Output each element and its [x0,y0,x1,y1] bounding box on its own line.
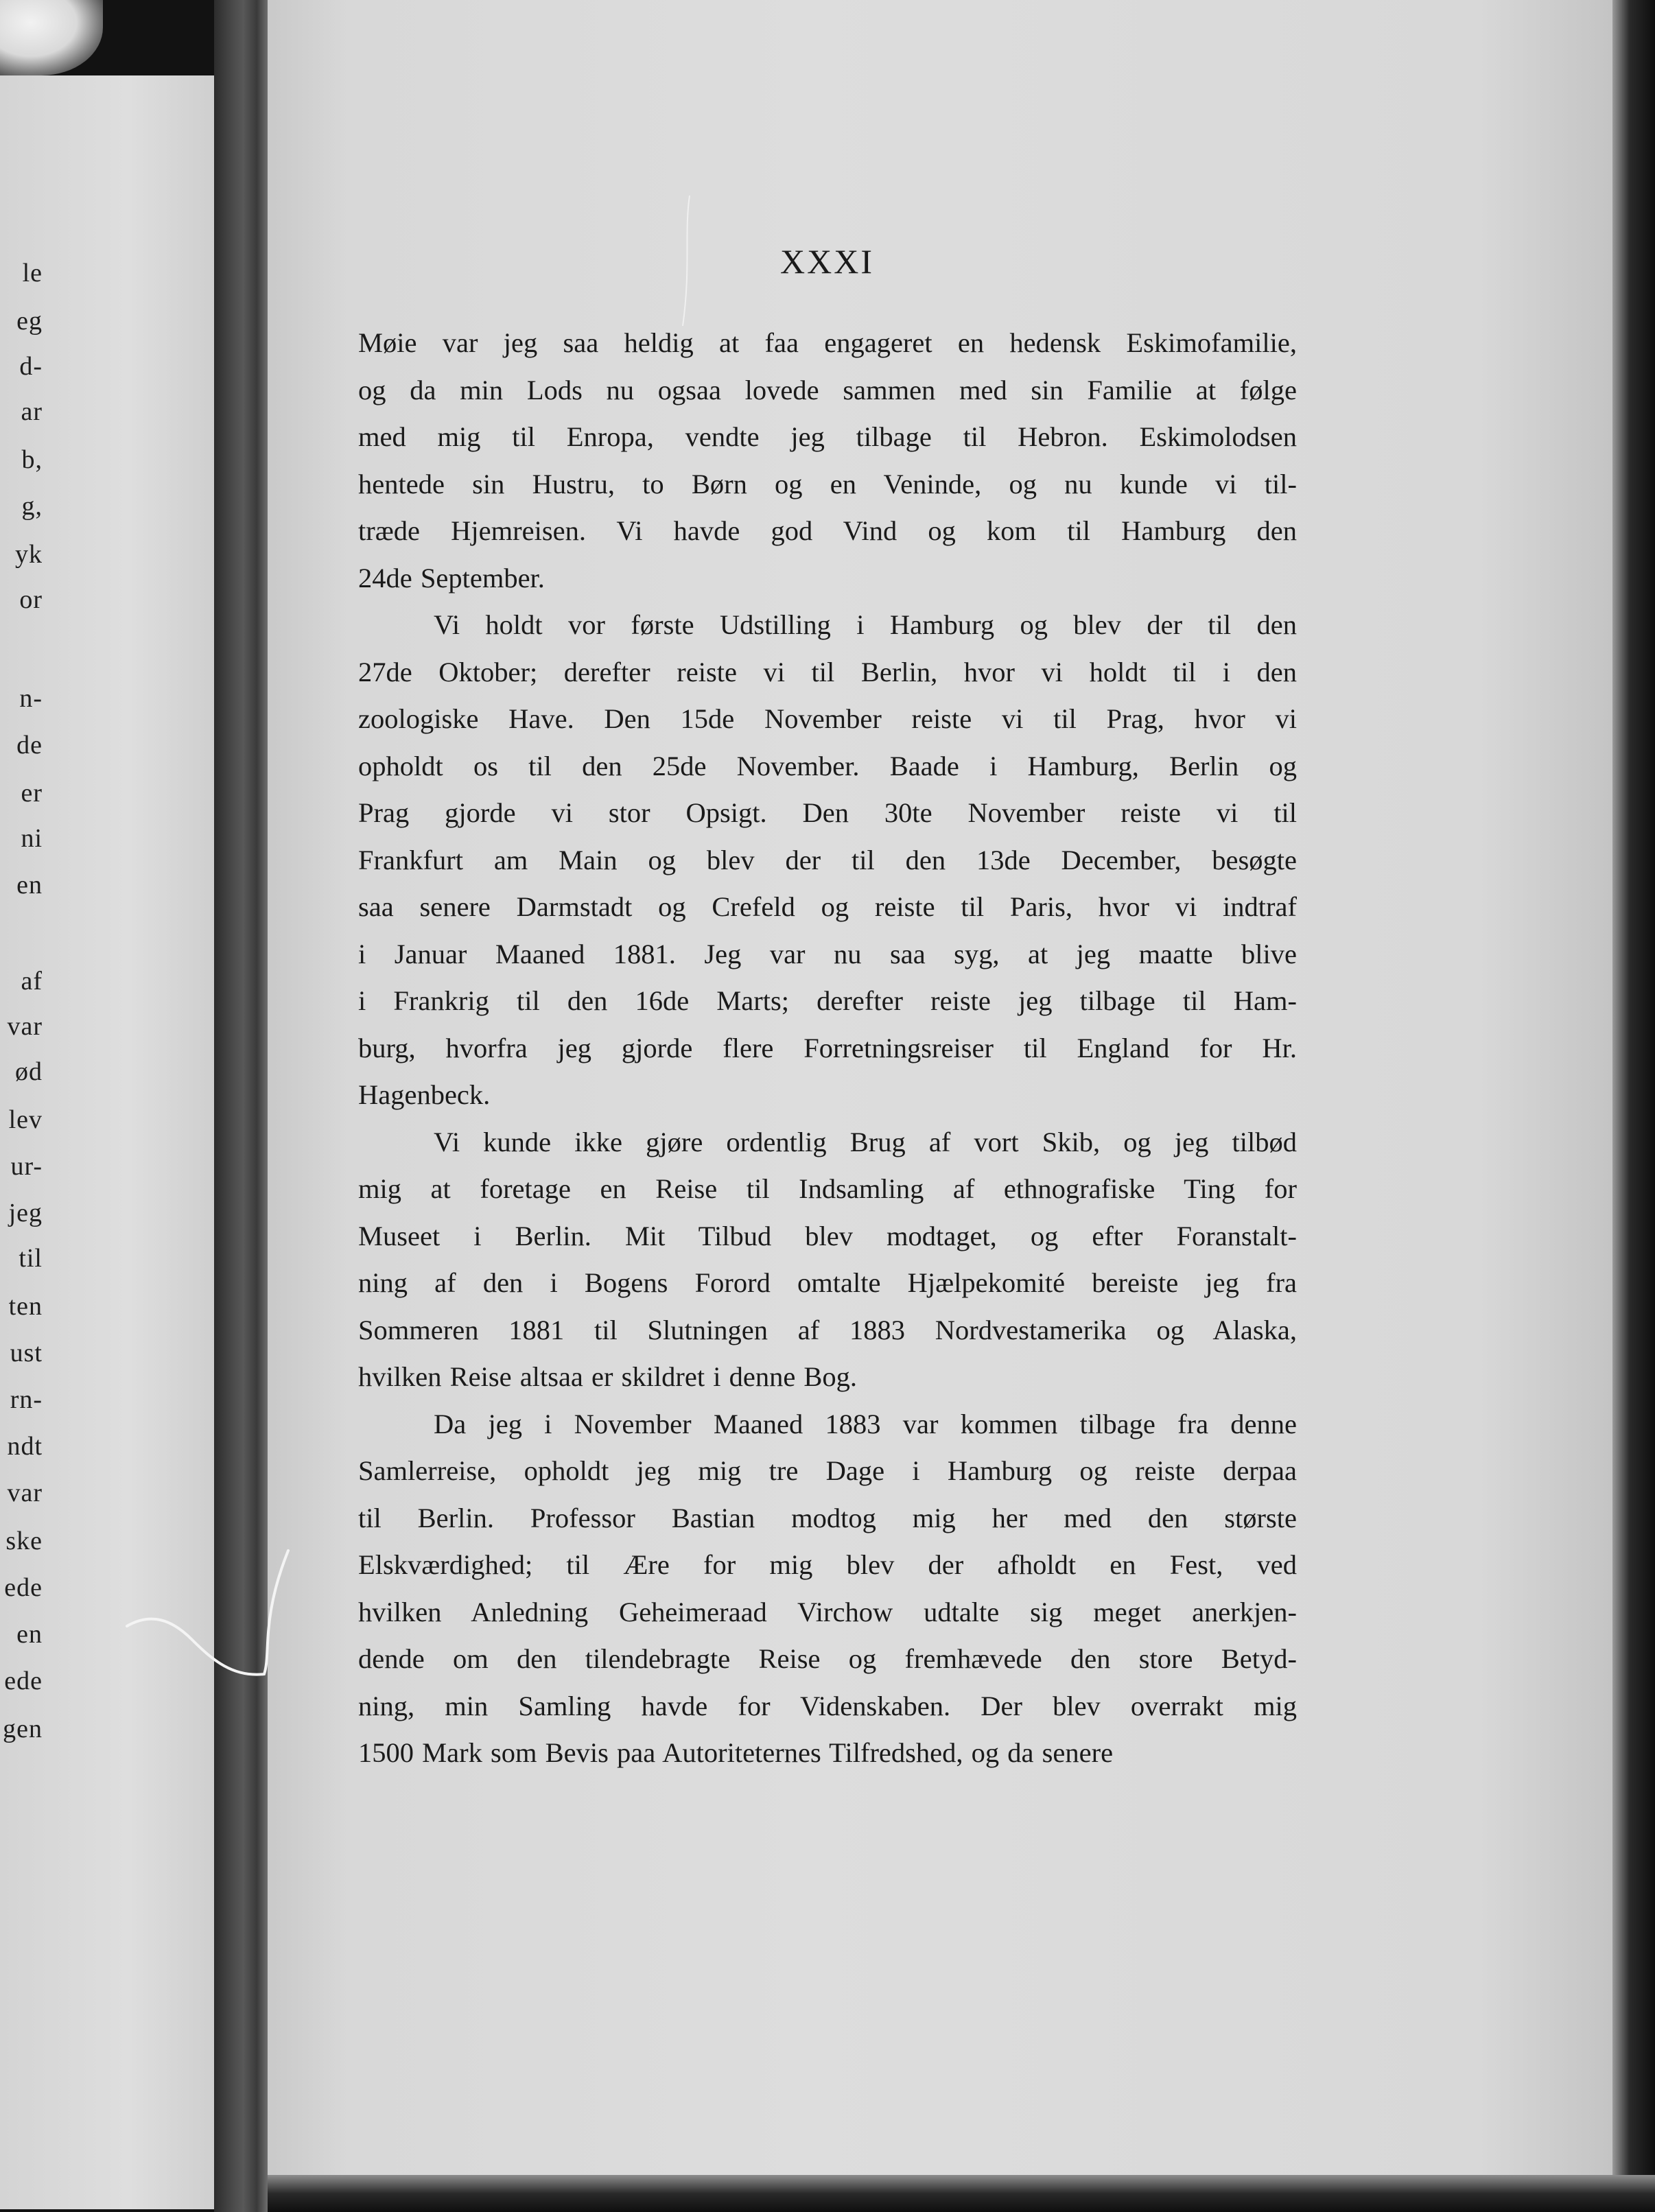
previous-page-text-fragment: ød [15,1057,43,1086]
text-line: Møie var jeg saa heldig at faa engageret en hedensk Eskimofamilie, [358,327,1297,358]
text-line: mig at foretage en Reise til Indsamling af ethnografiske Ting for [358,1173,1297,1204]
previous-page-text-fragment: le [22,259,43,287]
previous-page-text-fragment: var [7,1012,43,1041]
previous-page-text-fragment: af [21,967,43,996]
previous-page-text-fragment: n- [19,684,43,713]
text-line: Sommeren 1881 til Slutningen af 1883 Nordvestamerika og Alaska, [358,1314,1297,1345]
text-line: Samlerreise, opholdt jeg mig tre Dage i Hamburg og reiste derpaa [358,1455,1297,1486]
text-line: og da min Lods nu ogsaa lovede sammen med sin Familie at følge [358,374,1297,405]
text-line: Da jeg i November Maaned 1883 var kommen tilbage fra denne [434,1408,1297,1439]
text-line: ning af den i Bogens Forord omtalte Hjælpekomité bereiste jeg fra [358,1267,1297,1298]
previous-page-text-fragment: or [19,585,43,614]
text-line: Elskværdighed; til Ære for mig blev der afholdt en Fest, ved [358,1549,1297,1580]
text-line: dende om den tilendebragte Reise og fremhævede den store Betyd- [358,1643,1297,1674]
text-line: 1500 Mark som Bevis paa Autoriteternes Tilfredshed, og da senere [358,1737,1114,1768]
previous-page-text-fragment: ust [10,1339,43,1367]
previous-page-text-fragment: ten [8,1292,43,1321]
text-line: Hagenbeck. [358,1079,491,1110]
previous-page-text-fragment: ske [5,1527,43,1555]
text-line: Prag gjorde vi stor Opsigt. Den 30te November reiste vi til [358,797,1297,828]
text-line: til Berlin. Professor Bastian modtog mig her med den største [358,1502,1297,1533]
previous-page-edge [0,75,214,2209]
text-line: med mig til Enropa, vendte jeg tilbage til Hebron. Eskimolodsen [358,421,1297,452]
previous-page-text-fragment: lev [8,1105,43,1134]
text-line: træde Hjemreisen. Vi havde god Vind og kom til Hamburg den [358,515,1297,546]
previous-page-text-fragment: ar [21,397,43,426]
text-line: 24de September. [358,562,545,593]
previous-page-text-fragment: gen [3,1715,43,1743]
text-line: Vi holdt vor første Udstilling i Hamburg og blev der til den [434,609,1297,640]
page-right-edge [1612,0,1655,2212]
text-line: burg, hvorfra jeg gjorde flere Forretningsreiser til England for Hr. [358,1032,1297,1063]
text-line: i Januar Maaned 1881. Jeg var nu saa syg, at jeg maatte blive [358,938,1297,969]
previous-page-text-fragment: ndt [7,1432,43,1461]
previous-page-text-fragment: jeg [8,1199,43,1227]
previous-page-text-fragment: ede [4,1667,43,1695]
previous-page-text-fragment: er [21,779,43,808]
previous-page-text-fragment: b, [21,445,43,474]
previous-page-text-fragment: eg [16,307,43,336]
text-line: Museet i Berlin. Mit Tilbud blev modtaget, og efter Foranstalt- [358,1220,1297,1251]
page-bottom-edge [268,2175,1655,2212]
text-line: Frankfurt am Main og blev der til den 13de December, besøgte [358,844,1297,875]
previous-page-text-fragment: yk [15,540,43,569]
text-line: i Frankrig til den 16de Marts; derefter reiste jeg tilbage til Ham- [358,985,1297,1016]
text-line: hentede sin Hustru, to Børn og en Veninde, og nu kunde vi til- [358,468,1297,499]
previous-page-text-fragment: ur- [10,1152,43,1181]
text-line: saa senere Darmstadt og Crefeld og reiste til Paris, hvor vi indtraf [358,891,1297,922]
previous-page-text-fragment: d- [19,352,43,381]
previous-page-text-fragment: var [7,1479,43,1507]
text-line: hvilken Anledning Geheimeraad Virchow udtalte sig meget anerkjen- [358,1596,1297,1627]
text-line: opholdt os til den 25de November. Baade i Hamburg, Berlin og [358,750,1297,781]
previous-page-text-fragment: til [19,1244,43,1273]
previous-page-text-fragment: ni [21,824,43,853]
book-gutter-shadow [214,0,268,2212]
previous-page-text-fragment: g, [21,492,43,521]
previous-page-text-fragment: en [16,1620,43,1649]
previous-page-text-fragment: ede [4,1573,43,1602]
text-line: 27de Oktober; derefter reiste vi til Berlin, hvor vi holdt til i den [358,656,1297,687]
text-line: zoologiske Have. Den 15de November reiste vi til Prag, hvor vi [358,703,1297,734]
text-line: ning, min Samling havde for Videnskaben. Der blev overrakt mig [358,1690,1297,1721]
text-line: hvilken Reise altsaa er skildret i denne Bog. [358,1361,858,1392]
text-line: Vi kunde ikke gjøre ordentlig Brug af vort Skib, og jeg tilbød [434,1126,1297,1157]
previous-page-text-fragment: de [16,731,43,760]
previous-page-text-fragment: en [16,871,43,899]
previous-page-text-fragment: rn- [10,1385,43,1414]
page-number: XXXI [780,242,874,281]
